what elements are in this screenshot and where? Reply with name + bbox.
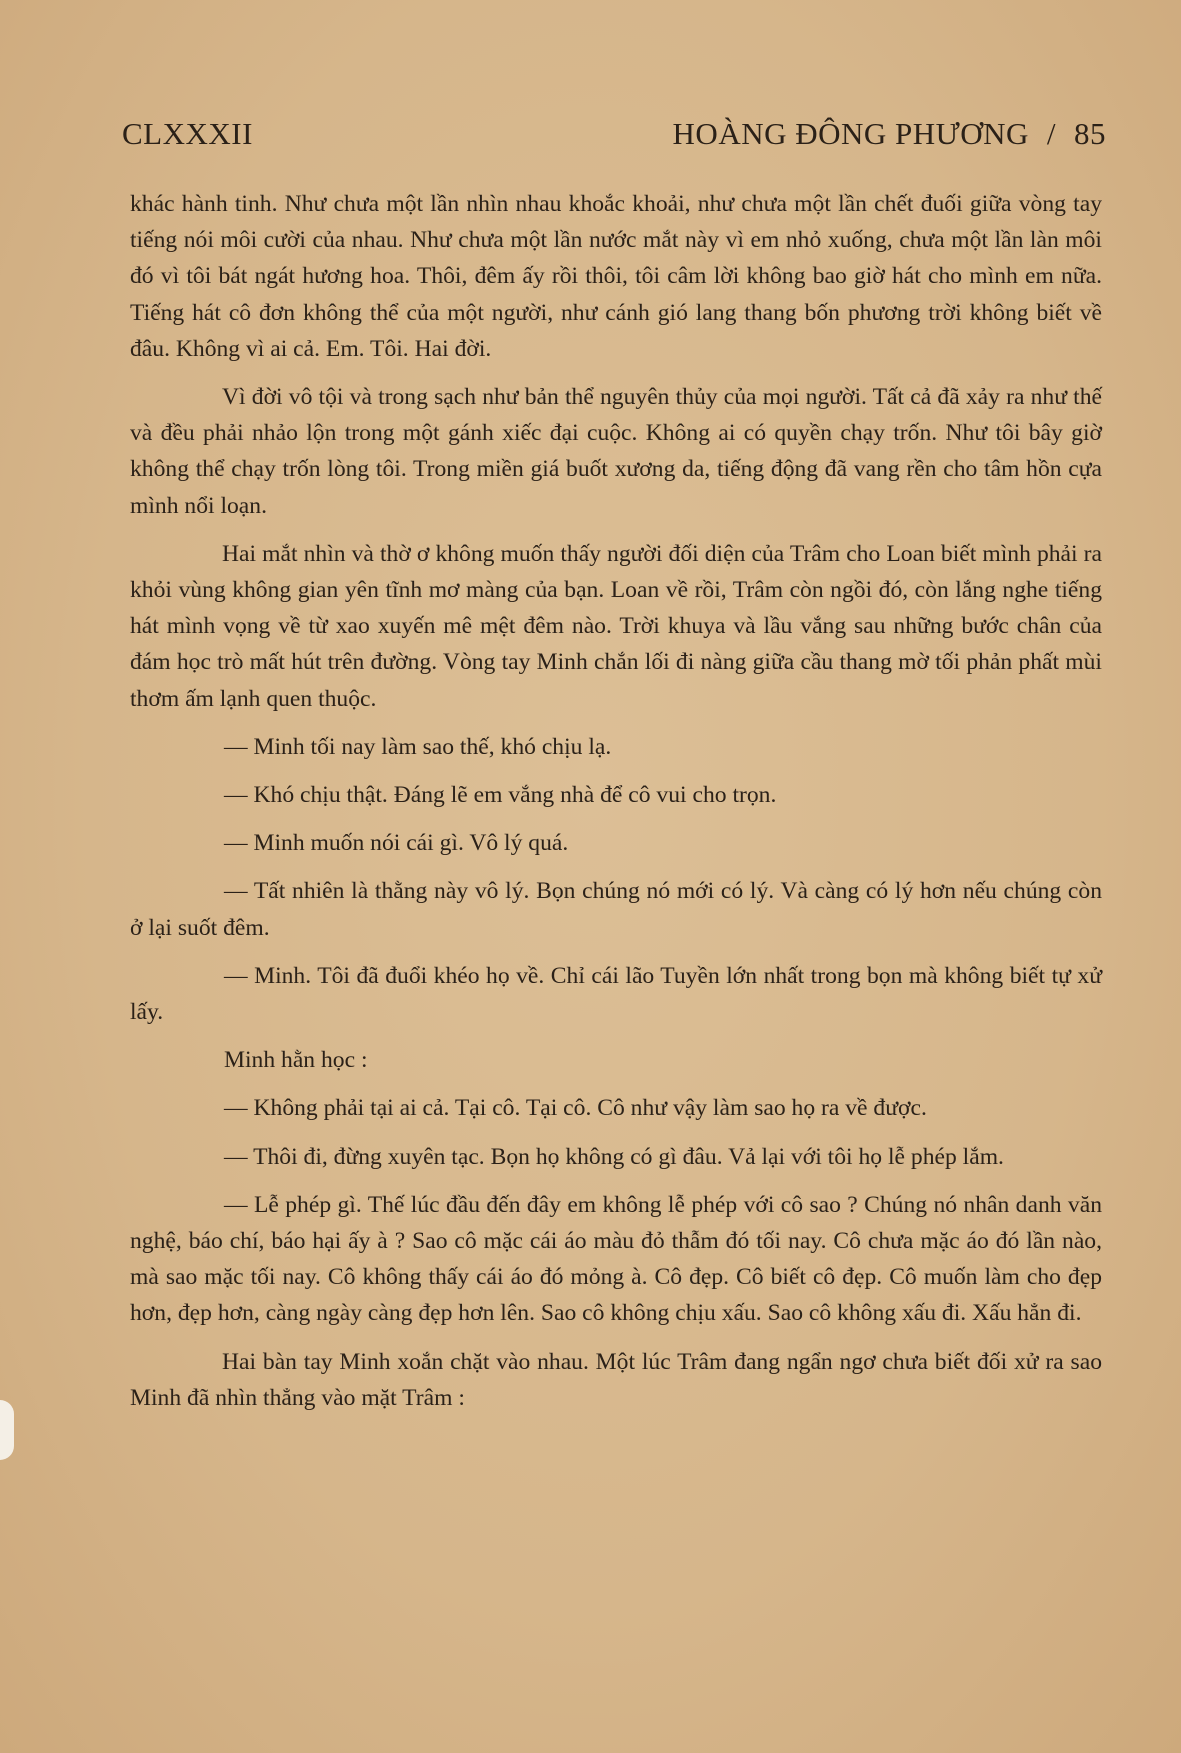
paragraph: Hai mắt nhìn và thờ ơ không muốn thấy người đối diện của Trâm cho Loan biết mình phải ra khỏi vùng không gian yên tĩnh mơ màng của bạn. Loan về rồi, Trâm còn ngồi đó, còn lắng nghe tiếng hát mình vọng về từ xao xuyến mê mệt đêm nào. Trời khuya và lầu vắng sau những bước chân của đám học trò mất hút trên đường. Vòng tay Minh chắn lối đi nàng giữa cầu thang mờ tối phản phất mùi thơm ấm lạnh quen thuộc. [130,540,1102,712]
paragraph: khác hành tinh. Như chưa một lần nhìn nhau khoắc khoải, như chưa một lần chết đuối giữa vòng tay tiếng nói môi cười của nhau. Như chưa một lần nước mắt này vì em nhỏ xuống, chưa một lần làn môi đó vì tôi bát ngát hương hoa. Thôi, đêm ấy rồi thôi, tôi câm lời không bao giờ hát cho mình em nữa. Tiếng hát cô đơn không thể của một người, như cánh gió lang thang bốn phương trời không biết về đâu. Không vì ai cả. Em. Tôi. Hai đời. [130,191,1102,362]
dialogue-line: — Lễ phép gì. Thế lúc đầu đến đây em không lễ phép với cô sao ? Chúng nó nhân danh văn nghệ, báo chí, báo hại ấy à ? Sao cô mặc cái áo màu đỏ thẫm đó tối nay. Cô chưa mặc áo đó lần nào, mà sao mặc tối nay. Cô không thấy cái áo đó mỏng à. Cô đẹp. Cô biết cô đẹp. Cô muốn làm cho đẹp hơn, đẹp hơn, càng ngày càng đẹp hơn lên. Sao cô không chịu xấu. Sao cô không xấu đi. Xấu hẳn đi. [130,1191,1102,1327]
paragraph: Hai bàn tay Minh xoắn chặt vào nhau. Một lúc Trâm đang ngẩn ngơ chưa biết đối xử ra sao Minh đã nhìn thẳng vào mặt Trâm : [130,1348,1102,1411]
dialogue-line: Minh hằn học : [224,1047,368,1074]
body-text [130,186,1102,1428]
header-separator: / [1046,116,1056,151]
dialogue-line: — Minh. Tôi đã đuổi khéo họ về. Chỉ cái lão Tuyền lớn nhất trong bọn mà không biết tự xử lấy. [130,962,1102,1026]
running-header [122,112,1106,156]
page-number: 85 [1074,116,1106,151]
running-title: HOÀNG ĐÔNG PHƯƠNG [672,116,1029,151]
header-right [673,116,1106,152]
chapter-number: CLXXXII [122,116,253,151]
dialogue-line: — Khó chịu thật. Đáng lẽ em vắng nhà để cô vui cho trọn. [224,782,777,809]
paragraph: Vì đời vô tội và trong sạch như bản thể nguyên thủy của mọi người. Tất cả đã xảy ra như thế và đều phải nhảo lộn trong một gánh xiếc đại cuộc. Không ai có quyền chạy trốn. Như tôi bây giờ không thể chạy trốn lòng tôi. Trong miền giá buốt xương da, tiếng động đã vang rền cho tâm hồn cựa mình nổi loạn. [130,384,1102,519]
paper-damage-mark [0,1400,14,1460]
dialogue-line: — Thôi đi, đừng xuyên tạc. Bọn họ không có gì đâu. Vả lại với tôi họ lễ phép lắm. [224,1143,1004,1170]
dialogue-line: — Minh muốn nói cái gì. Vô lý quá. [224,830,569,857]
dialogue-line: — Không phải tại ai cả. Tại cô. Tại cô. Cô như vậy làm sao họ ra về được. [224,1095,927,1122]
dialogue-line: — Tất nhiên là thằng này vô lý. Bọn chúng nó mới có lý. Và càng có lý hơn nếu chúng còn ở lại suốt đêm. [130,878,1102,941]
dialogue-line: — Minh tối nay làm sao thế, khó chịu lạ. [224,733,612,760]
